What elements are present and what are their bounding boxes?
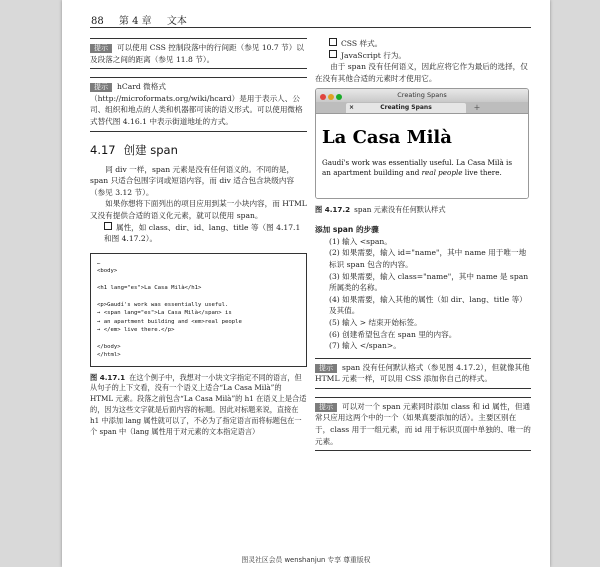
footer-watermark: 图灵社区会员 wenshanjun 专享 尊重版权 xyxy=(241,556,371,564)
figure-caption xyxy=(315,205,531,216)
paragraph-text: Gaudí's work was essentially useful. La Casa Milà is an apartment building and xyxy=(322,158,513,177)
minimize-dot-icon xyxy=(328,94,334,100)
section-number: 4.17 xyxy=(90,142,116,157)
window-title: Creating Spans xyxy=(397,91,447,100)
tip-text: span 没有任何默认格式（参见图 4.17.2），但就像其他 HTML 元素一样，可以用 CSS 添加你自己的样式。 xyxy=(315,362,530,384)
body-paragraph: 由于 span 没有任何语义，因此应将它作为最后的选择，仅在没有其他合适的元素时才使用它。 xyxy=(315,62,528,83)
body-paragraph: 如果你想将下面列出的项目应用到某一小块内容，而 HTML 又没有提供合适的语义化元素，就可以使用 span。 xyxy=(90,199,307,220)
tab-close-icon: × xyxy=(349,104,355,112)
code-listing: … <body> <h1 lang="es">La Casa Milà</h1> <p>Gaudí's work was essentially useful. → <span lang="es">La Casa Milà</span> is → an apartment building and <em>real people → </em> live there.</p> </body> </html> xyxy=(90,253,307,367)
tip-box xyxy=(315,397,531,451)
chapter-number: 第 4 章 xyxy=(118,16,152,27)
left-column xyxy=(90,38,307,437)
rendered-heading: La Casa Milà xyxy=(322,127,452,149)
book-page xyxy=(62,0,550,567)
step-item: (1) 输入 <span。 xyxy=(329,236,392,246)
section-heading xyxy=(90,142,307,158)
bullet-item xyxy=(315,50,531,62)
bullet-text: CSS 样式。 xyxy=(341,39,383,48)
tip-box xyxy=(315,358,531,389)
bullet-text: 属性，如 class、dir、id、lang、title 等（图 4.17.1 和图 4.17.2）。 xyxy=(104,222,301,244)
browser-viewport xyxy=(316,114,528,198)
tip-box xyxy=(90,77,307,131)
tip-text: 可以对一个 span 元素同时添加 class 和 id 属性，但通常只应用这两个中的一个（如果真要添加的话）。主要区别在于，class 用于一组元素，而 id 用于标识页面中单独的、唯一的元素。 xyxy=(315,401,531,446)
caption-label: 图 4.17.1 xyxy=(90,372,126,382)
steps-list xyxy=(315,236,531,352)
steps-title: 添加 span 的步骤 xyxy=(315,225,379,235)
step-item: (6) 创建希望包含在 span 里的内容。 xyxy=(329,329,457,339)
caption-text: 在这个例子中，我想对一小块文字指定不同的语言，但从句子的上下文看，没有一个语义上适合“La Casa Milà”的 HTML 元素。段落之前包含“La Casa Milà”的 h1 在语义上是合适的，因为这些文字就是后面内容的标题。因此对标题来说，直接在 h1 中添加 lang 属性就可以了，不必为了指定语言而将标题包在一个 span 中（lang 属性用于对元素的文本指定语言） xyxy=(90,372,307,436)
paragraph-text: live there. xyxy=(462,167,502,177)
bullet-item xyxy=(90,222,307,245)
running-header xyxy=(91,12,531,27)
caption-text: span 元素没有任何默认样式 xyxy=(354,205,446,215)
right-column xyxy=(315,38,531,459)
body-paragraph: 同 div 一样，span 元素是没有任何语义的。不同的是，span 只适合包围字词或短语内容，而 div 适合包含块级内容（参见 3.12 节）。 xyxy=(90,164,295,197)
rendered-paragraph xyxy=(322,158,522,177)
tab-bar xyxy=(316,102,528,114)
header-rule xyxy=(90,27,531,28)
section-title: 创建 span xyxy=(123,142,178,157)
chapter-title: 文本 xyxy=(166,16,187,27)
checkbox-bullet-icon xyxy=(329,50,337,58)
step-item: (5) 输入 > 结束开始标签。 xyxy=(329,317,422,327)
tip-badge: 提示 xyxy=(90,44,112,53)
page-number: 88 xyxy=(91,16,104,27)
tip-text: hCard 微格式（http://microformats.org/wiki/hcard）是用于表示人、公司、组织和地点的人类和机器都可读的语义形式。可以使用微格式替代图 4.16.1 中表示街道地址的方式。 xyxy=(90,82,303,126)
step-item: (7) 输入 </span>。 xyxy=(329,341,401,351)
tip-text: 可以使用 CSS 控制段落中的行间距（参见 10.7 节）以及段落之间的距离（参见 11.8 节）。 xyxy=(90,43,304,64)
step-item: (2) 如果需要，输入 id="name"，其中 name 用于唯一地标识 span 包含的内容。 xyxy=(329,248,527,269)
figure-caption xyxy=(90,373,307,438)
tip-badge: 提示 xyxy=(90,83,112,92)
browser-tab xyxy=(346,103,466,113)
browser-screenshot xyxy=(315,88,529,199)
bullet-text: JavaScript 行为。 xyxy=(341,50,407,60)
tip-badge: 提示 xyxy=(315,403,337,412)
close-dot-icon xyxy=(320,94,326,100)
checkbox-bullet-icon xyxy=(329,38,337,46)
tip-box xyxy=(90,38,307,69)
tab-label: Creating Spans xyxy=(380,104,432,112)
bullet-item xyxy=(315,38,531,50)
paragraph-em: real people xyxy=(421,167,463,177)
caption-label: 图 4.17.2 xyxy=(315,205,351,215)
new-tab-icon: + xyxy=(473,103,481,113)
maximize-dot-icon xyxy=(336,94,342,100)
checkbox-bullet-icon xyxy=(104,222,112,230)
window-titlebar xyxy=(316,89,528,102)
step-item: (3) 如果需要，输入 class="name"，其中 name 是 span 所属类的名称。 xyxy=(329,271,529,293)
tip-badge: 提示 xyxy=(315,364,337,373)
step-item: (4) 如果需要，输入其他的属性（如 dir、lang、title 等）及其值。 xyxy=(329,294,527,316)
